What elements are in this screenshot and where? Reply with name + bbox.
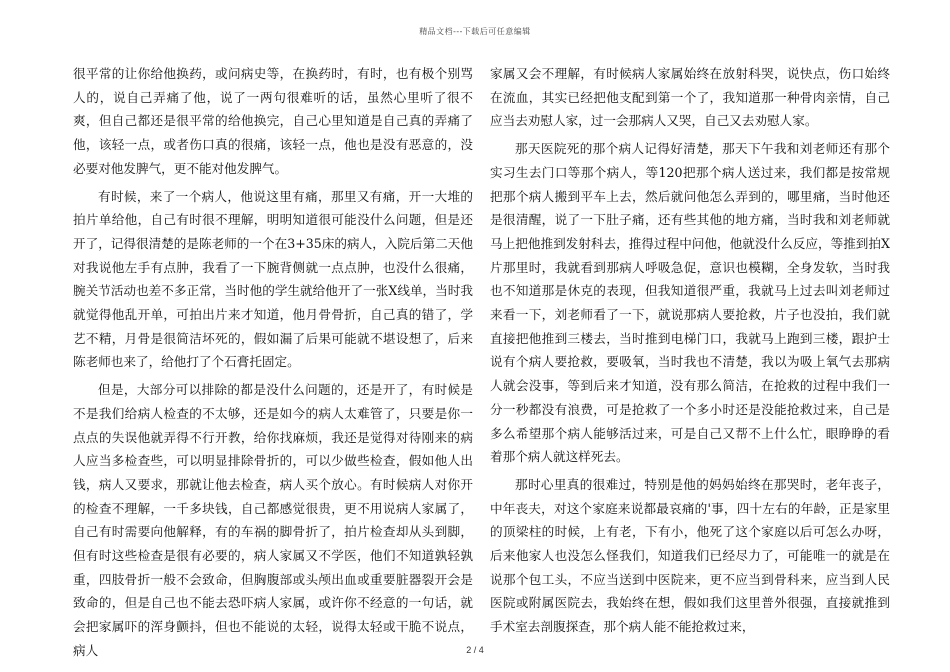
paragraph: 那时心里真的很难过，特别是他的妈妈始终在那哭时，老年丧子，中年丧夫，对这个家庭来说都最哀痛的'事，四十左右的年龄，正是家里的顶梁柱的时候，上有老，下有小，他死了这个家庭以后可怎么办呀，后来他家人也没怎么怪我们，知道我们已经尽力了，可能唯一的就是在说那个包工头，不应当送到中医院来，更不应当到骨科来，应当到人民医院或附属医院去，我始终在想，假如我们这里普外很强，直接就推到手术室去剖腹探查，那个病人能不能抢救过来， (490, 476, 890, 635)
paragraph: 很平常的让你给他换药，或问病史等，在换药时，有时，也有极个别骂人的，说自己弄痛了他，说了一两句很难听的话，虽然心里听了很不爽，但自己都还是很平常的给他换完，自己心里知道是自己真的弄痛了他，该轻一点，或者伤口真的很痛，该轻一点，他也是没有恶意的，没必要对他发脾气，更不能对他发脾气。 (73, 66, 473, 176)
paragraph: 家属又会不理解，有时候病人家属始终在放射科哭，说快点，伤口始终在流血，其实已经把他支配到第一个了，我知道那一种骨肉亲情，自己应当去劝慰人家，过一会那病人又哭，自己又去劝慰人家。 (490, 66, 890, 129)
page-header: 精品文档---下载后可任意编辑 (419, 27, 531, 36)
right-text-column (490, 62, 890, 639)
paragraph: 但是，大部分可以排除的都是没什么问题的，还是开了，有时候是不是我们给病人检查的不太够，还是如今的病人太难管了，只要是你一点点的失误他就弄得不行开教，给你找麻烦，我还是觉得对待刚来的病人应当多检查些，可以明显排除骨折的，可以少做些检查，假如他人出钱，病人又要求，那就让他去检查，病人买个放心。有时候病人对你开的检查不理解，一千多块钱，自己都感觉很贵，更不用说病人家属了，自己有时需要向他解释，有的车祸的脚骨折了，拍片检查却从头到脚，但有时这些检查是很有必要的，病人家属又不学医，他们不知道孰轻孰重，四肢骨折一般不会致命，但胸腹部或头颅出血或重要脏器裂开会是致命的，但是自己也不能去恐吓病人家属，或许你不经意的一句话，就会把家属吓的浑身颤抖，但也不能说的太轻，说得太轻或干脆不说点，病人 (73, 382, 473, 658)
left-text-column (73, 62, 473, 663)
paragraph: 那天医院死的那个病人记得好清楚，那天下午我和刘老师还有那个实习生去门口等那个病人，等120把那个病人送过来，我们都是按常规把那个病人搬到平车上去，然后就问他怎么弄到的，哪里痛，当时他还是很清醒，说了一下肚子痛，还有些其他的地方痛，当时我和刘老师就马上把他推到发射科去，推得过程中问他，他就没什么反应，等推到拍X片那里时，我就看到那病人呼吸急促，意识也模糊，全身发软，当时我也不知道那是休克的表现，但我知道很严重，我就马上过去叫刘老师过来看一下，刘老师看了一下，就说那病人要抢救，片子也没拍，我们就直接把他推到三楼去，当时推到电梯门口，我就马上跑到三楼，跟护士说有个病人要抢救，要吸氧，当时我也不清楚，我以为吸上氧气去那病人就会没事，等到后来才知道，没有那么简洁，在抢救的过程中我们一分一秒都没有浪费，可是抢救了一个多小时还是没能抢救过来，自己是多么希望那个病人能够活过来，可是自己又帮不上什么忙，眼睁睁的看着那个病人就这样死去。 (490, 141, 890, 465)
paragraph: 有时候，来了一个病人，他说这里有痛，那里又有痛，开一大堆的拍片单给他，自己有时很不理解，明明知道很可能没什么问题，但是还开了，记得很清楚的是陈老师的一个在3+35床的病人，入院后第二天他对我说他左手有点肿，我看了一下腕背侧就一点点肿，也没什么很痛，腕关节活动也差不多正常，当时他的学生就给他开了一张X线单，当时我就觉得他乱开单，可拍出片来才知道，他月骨骨折，自己真的错了，学艺不精，月骨是很简洁坏死的，假如漏了后果可能就不堪设想了，后来陈老师也来了，给他打了个石膏托固定。 (73, 188, 473, 370)
page-number: 2 / 4 (466, 645, 484, 655)
